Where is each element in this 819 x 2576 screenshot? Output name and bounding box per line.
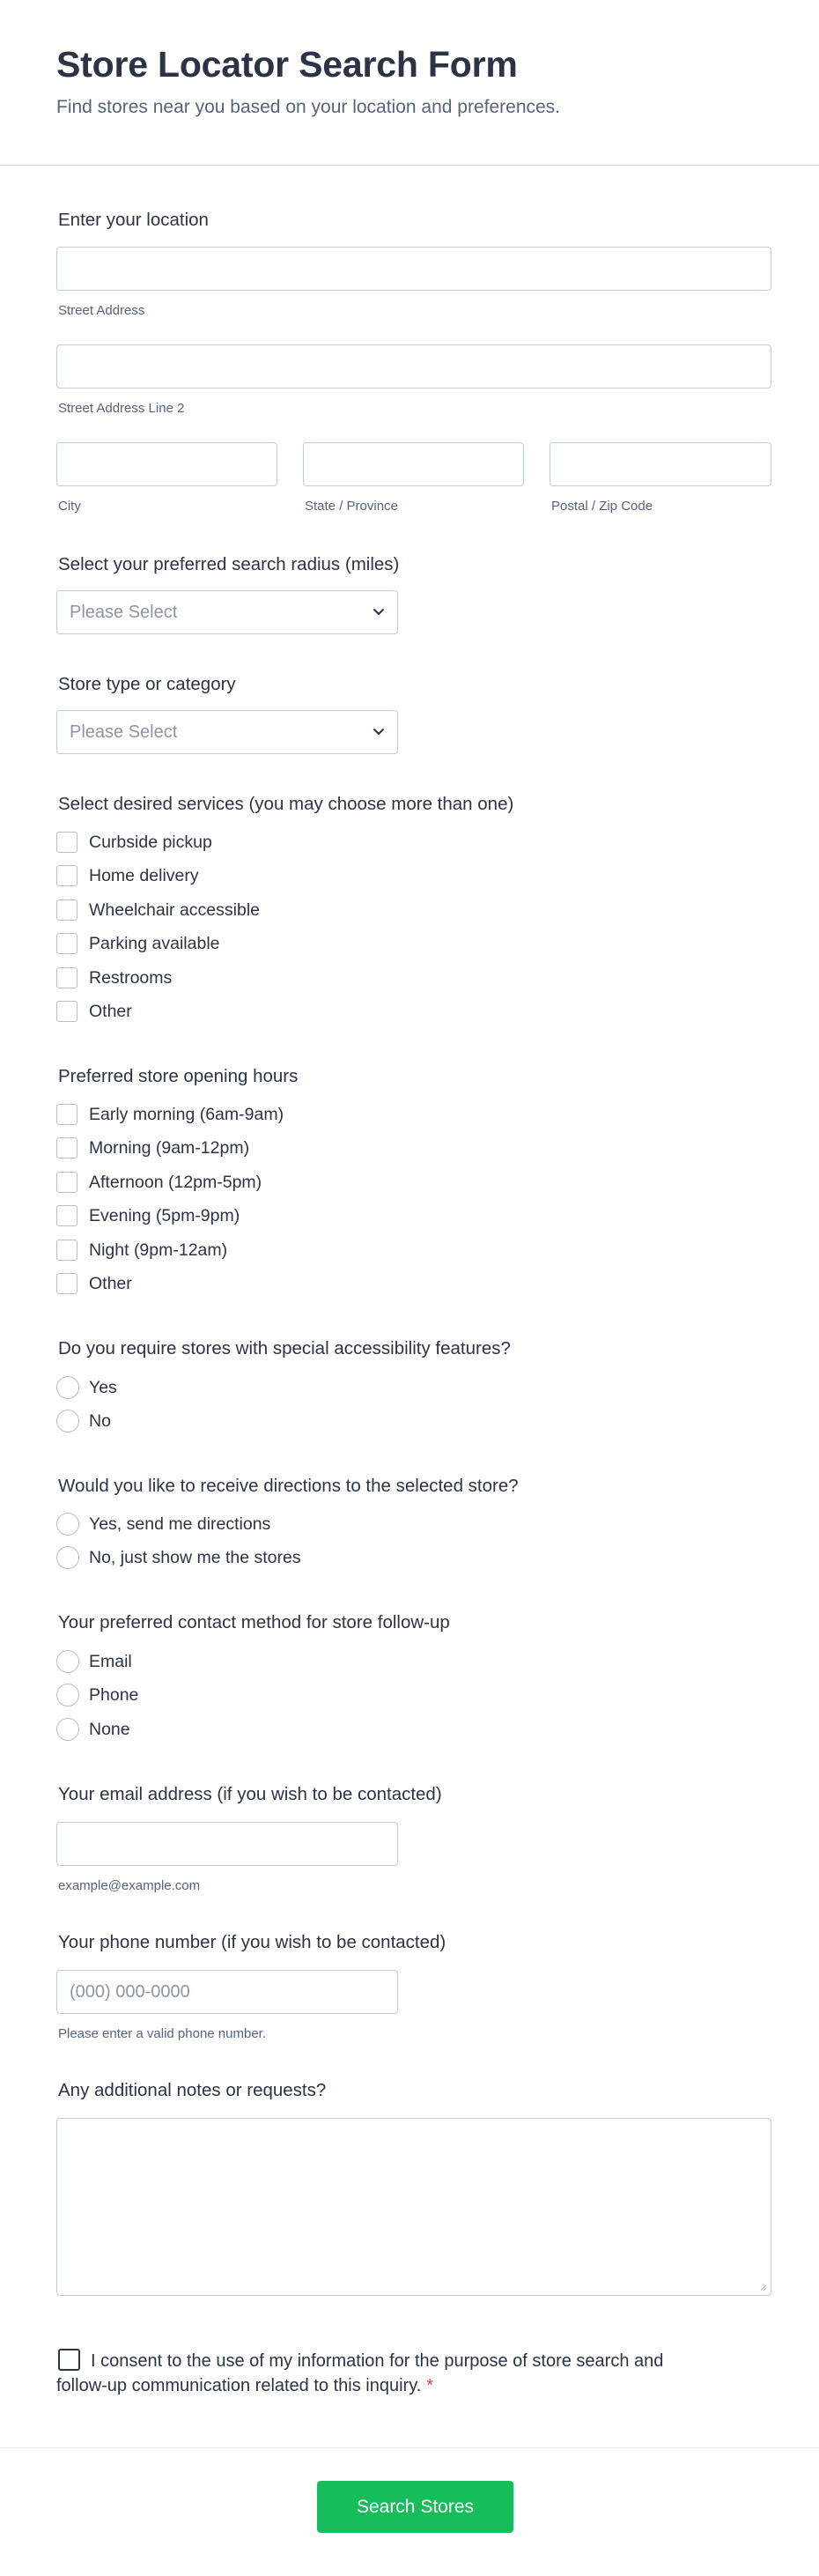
option-label: Yes — [89, 1378, 117, 1397]
checkbox[interactable] — [56, 1104, 77, 1125]
city-input[interactable] — [56, 442, 277, 486]
accessibility-label: Do you require stores with special accessibility features? — [58, 1338, 511, 1358]
checkbox[interactable] — [56, 1273, 77, 1294]
option-label: Email — [89, 1652, 132, 1671]
option-label: Evening (5pm-9pm) — [89, 1206, 240, 1225]
email-field[interactable] — [56, 1822, 398, 1866]
chevron-down-icon — [371, 603, 387, 619]
street-address-line2-sublabel: Street Address Line 2 — [58, 401, 185, 416]
option-label: Phone — [89, 1685, 139, 1705]
services-label: Select desired services (you may choose more than one) — [58, 794, 514, 814]
resize-handle-icon[interactable] — [758, 2283, 767, 2291]
chevron-down-icon — [371, 723, 387, 739]
option-label: Other — [89, 1002, 132, 1021]
form-header — [0, 0, 819, 166]
street-address-line2-input[interactable] — [56, 344, 771, 389]
street-address-sublabel: Street Address — [58, 303, 145, 318]
option-label: Restrooms — [89, 968, 173, 988]
radius-select[interactable] — [56, 590, 398, 634]
state-input[interactable] — [303, 442, 524, 486]
street-address-input[interactable] — [56, 247, 771, 291]
radio-button[interactable] — [56, 1684, 79, 1706]
phone-field[interactable] — [56, 1970, 398, 2014]
directions-label: Would you like to receive directions to the selected store? — [58, 1476, 519, 1496]
radius-selected-value: Please Select — [70, 603, 178, 622]
phone-sublabel: Please enter a valid phone number. — [58, 2026, 266, 2041]
radius-label: Select your preferred search radius (miles) — [58, 554, 400, 574]
option-label: Night (9pm-12am) — [89, 1240, 228, 1260]
zip-input[interactable] — [550, 442, 771, 486]
notes-label: Any additional notes or requests? — [58, 2080, 327, 2100]
state-sublabel: State / Province — [305, 499, 398, 514]
zip-sublabel: Postal / Zip Code — [551, 499, 653, 514]
option-label: Afternoon (12pm-5pm) — [89, 1173, 262, 1192]
checkbox[interactable] — [56, 1240, 77, 1261]
city-sublabel: City — [58, 499, 81, 514]
store-type-label: Store type or category — [58, 674, 236, 694]
store-type-select[interactable] — [56, 710, 398, 754]
notes-textarea[interactable] — [56, 2118, 771, 2296]
option-label: Other — [89, 1274, 132, 1293]
checkbox[interactable] — [56, 1205, 77, 1226]
checkbox[interactable] — [56, 899, 77, 921]
option-label: No — [89, 1411, 111, 1431]
consent-label: I consent to the use of my information for the purpose of store search and follow-up communication related to this inquiry. — [56, 2351, 664, 2395]
option-label: Home delivery — [89, 866, 199, 885]
option-label: Parking available — [89, 934, 220, 953]
form-subtitle: Find stores near you based on your location and preferences. — [56, 97, 561, 117]
checkbox[interactable] — [56, 967, 77, 988]
radio-button[interactable] — [56, 1650, 79, 1673]
checkbox[interactable] — [56, 933, 77, 954]
email-sublabel: example@example.com — [58, 1878, 201, 1893]
form-title: Store Locator Search Form — [56, 44, 518, 85]
option-label: None — [89, 1720, 130, 1739]
checkbox[interactable] — [56, 1172, 77, 1193]
search-stores-button[interactable]: Search Stores — [317, 2481, 513, 2533]
store-type-selected-value: Please Select — [70, 722, 178, 742]
radio-button[interactable] — [56, 1546, 79, 1569]
option-label: Yes, send me directions — [89, 1514, 271, 1534]
option-label: Wheelchair accessible — [89, 900, 261, 920]
radio-button[interactable] — [56, 1718, 79, 1741]
contact-method-label: Your preferred contact method for store follow-up — [58, 1612, 450, 1632]
phone-placeholder: (000) 000-0000 — [70, 1982, 190, 2002]
checkbox[interactable] — [56, 1137, 77, 1158]
checkbox[interactable] — [56, 832, 77, 853]
option-label: No, just show me the stores — [89, 1548, 301, 1567]
email-label: Your email address (if you wish to be contacted) — [58, 1784, 442, 1804]
checkbox[interactable] — [56, 1001, 77, 1022]
option-label: Early morning (6am-9am) — [89, 1105, 284, 1124]
checkbox[interactable] — [56, 865, 77, 886]
hours-label: Preferred store opening hours — [58, 1066, 299, 1086]
location-label: Enter your location — [58, 210, 209, 230]
radio-button[interactable] — [56, 1410, 79, 1432]
radio-button[interactable] — [56, 1376, 79, 1399]
option-label: Curbside pickup — [89, 833, 212, 852]
required-marker: * — [426, 2376, 434, 2395]
phone-label: Your phone number (if you wish to be contacted) — [58, 1932, 446, 1952]
consent-text — [56, 2349, 690, 2398]
option-label: Morning (9am-12pm) — [89, 1138, 250, 1158]
radio-button[interactable] — [56, 1513, 79, 1536]
